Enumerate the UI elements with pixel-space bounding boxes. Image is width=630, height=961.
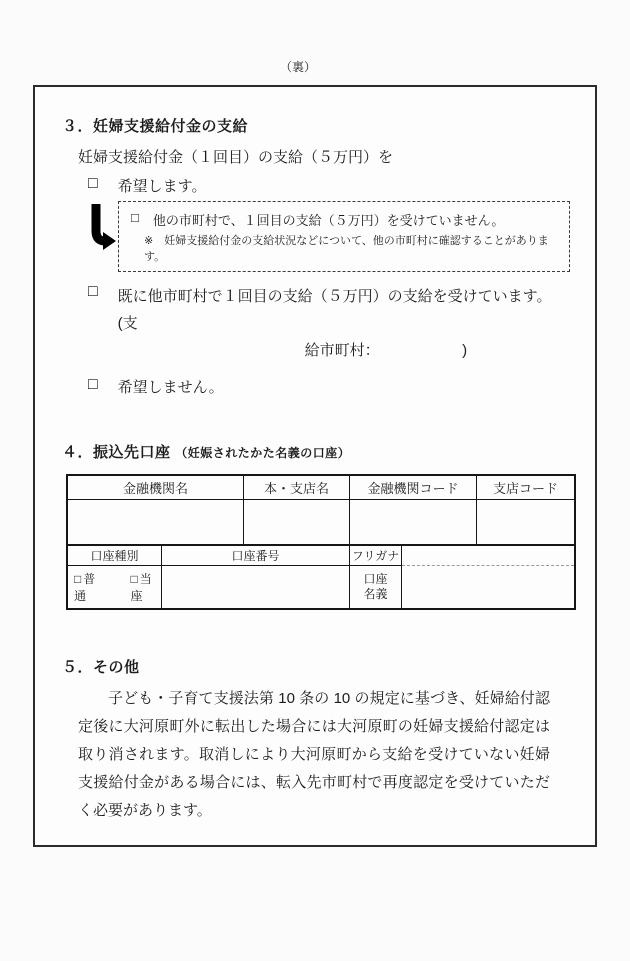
input-account-holder[interactable]: [402, 566, 574, 608]
section5-paragraph: 子ども・子育て支援法第 10 条の 10 の規定に基づき、妊婦給付認定後に大河原町外に転出した場合には大河原町の妊婦支援給付認定は取り消されます。取消しにより大河原町から支給を受けていない妊婦支援給付金がある場合には、転入先市町村で再度認定を受けていただく必要があります。: [78, 690, 550, 819]
section-benefit-payment: [62, 115, 570, 397]
section4-heading: [62, 441, 570, 462]
not-received-label: 他の市町村で、１回目の支給（５万円）を受けていません。: [152, 213, 505, 228]
checkbox-hope[interactable]: □: [88, 175, 98, 192]
option-received-label: [118, 283, 570, 364]
checkbox-ordinary[interactable]: □: [74, 572, 82, 586]
label-account-type: 口座種別: [68, 546, 162, 566]
input-bank-code[interactable]: [350, 500, 477, 544]
bank-account-table: [66, 474, 576, 610]
conditional-note-row: [90, 201, 570, 272]
section-other: [62, 656, 570, 825]
header-bank-name: 金融機関名: [68, 476, 244, 500]
form-sheet: [33, 85, 597, 847]
page-side-label: （裏）: [279, 60, 316, 74]
input-branch-name[interactable]: [244, 500, 350, 544]
label-account-holder: [350, 566, 402, 608]
account-type-options: [68, 566, 162, 608]
header-bank-code: 金融機関コード: [350, 476, 477, 500]
section4-heading-text: ４．振込先口座: [62, 444, 171, 461]
input-bank-name[interactable]: [68, 500, 244, 544]
section3-intro: 妊婦支援給付金（１回目）の支給（５万円）を: [78, 149, 394, 166]
label-ordinary: 普通: [74, 572, 96, 603]
holder-label-line2: 名義: [363, 587, 388, 601]
header-branch-name: 本・支店名: [244, 476, 350, 500]
bent-arrow-icon: [90, 203, 116, 251]
option-hope-label: 希望します。: [117, 178, 207, 195]
option-received-row: [88, 283, 570, 364]
input-account-number[interactable]: [162, 566, 350, 608]
confirmation-note: ※ 妊婦支援給付金の支給状況などについて、他の市町村に確認することがあります。: [144, 235, 549, 263]
label-account-number: 口座番号: [162, 546, 350, 566]
input-branch-code[interactable]: [477, 500, 574, 544]
holder-label-line1: 口座: [363, 572, 388, 586]
account-type-current: [131, 570, 162, 604]
header-branch-code: 支店コード: [477, 476, 574, 500]
section4-heading-note: （妊娠されたかた名義の口座）: [175, 446, 351, 460]
label-furigana: フリガナ: [350, 546, 402, 566]
option-hope-row: [88, 175, 570, 196]
checkbox-received[interactable]: □: [88, 283, 98, 300]
input-furigana[interactable]: [402, 546, 574, 566]
section3-heading: ３．妊婦支援給付金の支給: [62, 118, 249, 135]
option-no-hope-label: 希望しません。: [117, 379, 224, 396]
label-current: 当座: [130, 572, 152, 603]
not-received-line: [131, 210, 559, 229]
section-bank-account: [62, 441, 570, 610]
account-type-ordinary: [74, 570, 105, 604]
checkbox-not-received[interactable]: □: [131, 210, 139, 225]
option-no-hope-row: [88, 376, 570, 397]
checkbox-current[interactable]: □: [130, 572, 138, 586]
bank-table-bottom: [68, 544, 574, 608]
option-received-line1: 既に他市町村で１回目の支給（５万円）の支給を受けています。(支: [117, 288, 552, 332]
option-received-line2[interactable]: 給市町村： ): [304, 342, 468, 359]
bank-table-top: [68, 476, 574, 544]
not-received-note-box: [118, 201, 570, 272]
section5-heading: ５．その他: [62, 659, 140, 676]
checkbox-no-hope[interactable]: □: [88, 376, 98, 393]
